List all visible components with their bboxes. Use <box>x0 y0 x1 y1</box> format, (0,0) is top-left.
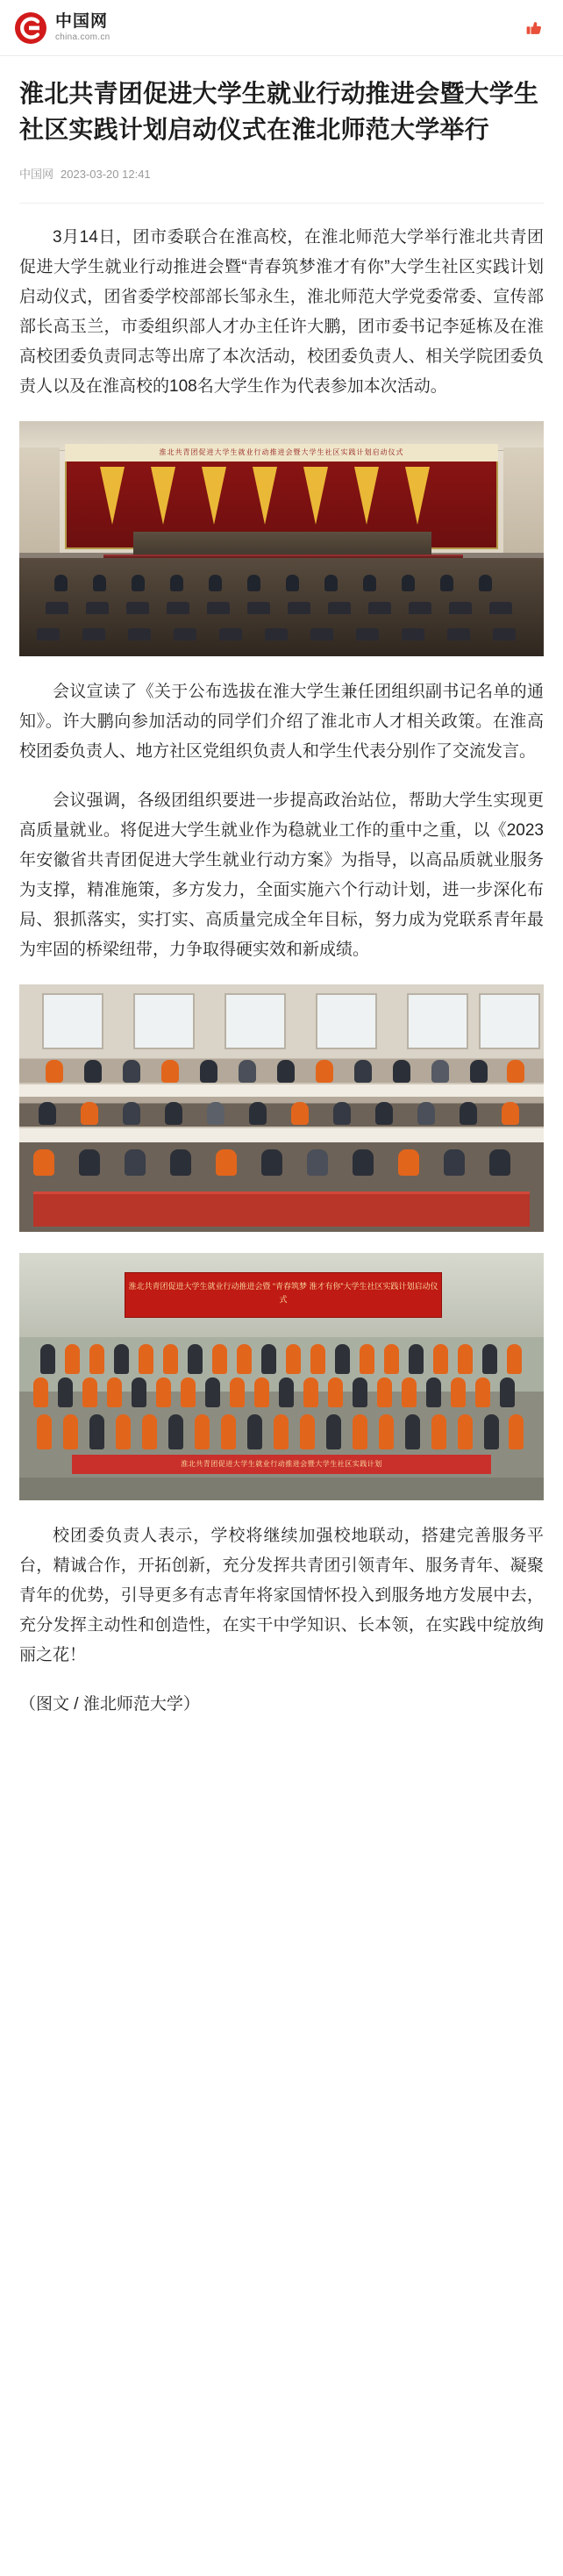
page-title: 淮北共青团促进大学生就业行动推进会暨大学生社区实践计划启动仪式在淮北师范大学举行 <box>19 80 539 143</box>
site-header <box>0 0 563 56</box>
article-credit: （图文 / 淮北师范大学） <box>19 1695 200 1714</box>
china-net-logo-icon <box>14 11 47 45</box>
header-divider <box>19 203 544 204</box>
group-photo-strip-text: 淮北共青团促进大学生就业行动推进会暨大学生社区实践计划 <box>72 1455 491 1474</box>
article-source: 中国网 <box>19 168 54 181</box>
article-paragraph-2: 会议宣读了《关于公布选拔在淮大学生兼任团组织副书记名单的通知》。许大鹏向参加活动的同学们介绍了淮北市人才相关政策。在淮高校团委负责人、地方社区党组织负责人和学生代表分别作了交流发言。 <box>19 683 544 761</box>
stage-banner-text: 淮北共青团促进大学生就业行动推进会暨大学生社区实践计划启动仪式 <box>65 444 498 462</box>
brand-name-cn: 中国网 <box>55 12 109 31</box>
site-brand[interactable] <box>14 11 110 45</box>
group-photo-banner-text: 淮北共青团促进大学生就业行动推进会暨 “青春筑梦 淮才有你”大学生社区实践计划启动仪式 <box>125 1272 442 1318</box>
article-paragraph-1: 3月14日，团市委联合在淮高校，在淮北师范大学举行淮北共青团促进大学生就业行动推进会暨“青春筑梦淮才有你”大学生社区实践计划启动仪式，团省委学校部部长邹永生，淮北师范大学党委常委、宣传部部长高玉兰，市委组织部人才办主任许大鹏，团市委书记李延栋及在淮高校团委负责同志等出席了本次活动，校团委负责人、相关学院团委负责人以及在淮高校的108名大学生作为代表参加本次活动。 <box>19 228 544 396</box>
thumbs-up-icon[interactable] <box>521 15 547 41</box>
article-paragraph-4: 校团委负责人表示，学校将继续加强校地联动，搭建完善服务平台，精诚合作，开拓创新，充分发挥共青团引领青年、服务青年、凝聚青年的优势，引导更多有志青年将家国情怀投入到服务地方发展中去，充分发挥主动性和创造性，在实干中学知识、长本领，在实践中绽放绚丽之花！ <box>19 1527 544 1664</box>
brand-name-en: china.com.cn <box>55 32 110 42</box>
article-body <box>0 56 563 1755</box>
article-meta <box>19 165 544 197</box>
article-timestamp: 2023-03-20 12:41 <box>61 168 151 181</box>
brand-text <box>55 13 110 42</box>
audience-seated-photo <box>19 984 544 1232</box>
article-paragraph-3: 会议强调，各级团组织要进一步提高政治站位，帮助大学生实现更高质量就业。将促进大学生就业作为稳就业工作的重中之重，以《2023年安徽省共青团促进大学生就业行动方案》为指导，以高品质就业服务为支撑，精准施策，多方发力，全面实施六个行动计划，进一步深化布局、狠抓落实，实打实、高质量完成全年目标，努力成为党联系青年最为牢固的桥梁纽带，力争取得硬实效和新成绩。 <box>19 791 544 959</box>
conference-stage-photo <box>19 421 544 656</box>
group-photo <box>19 1253 544 1500</box>
